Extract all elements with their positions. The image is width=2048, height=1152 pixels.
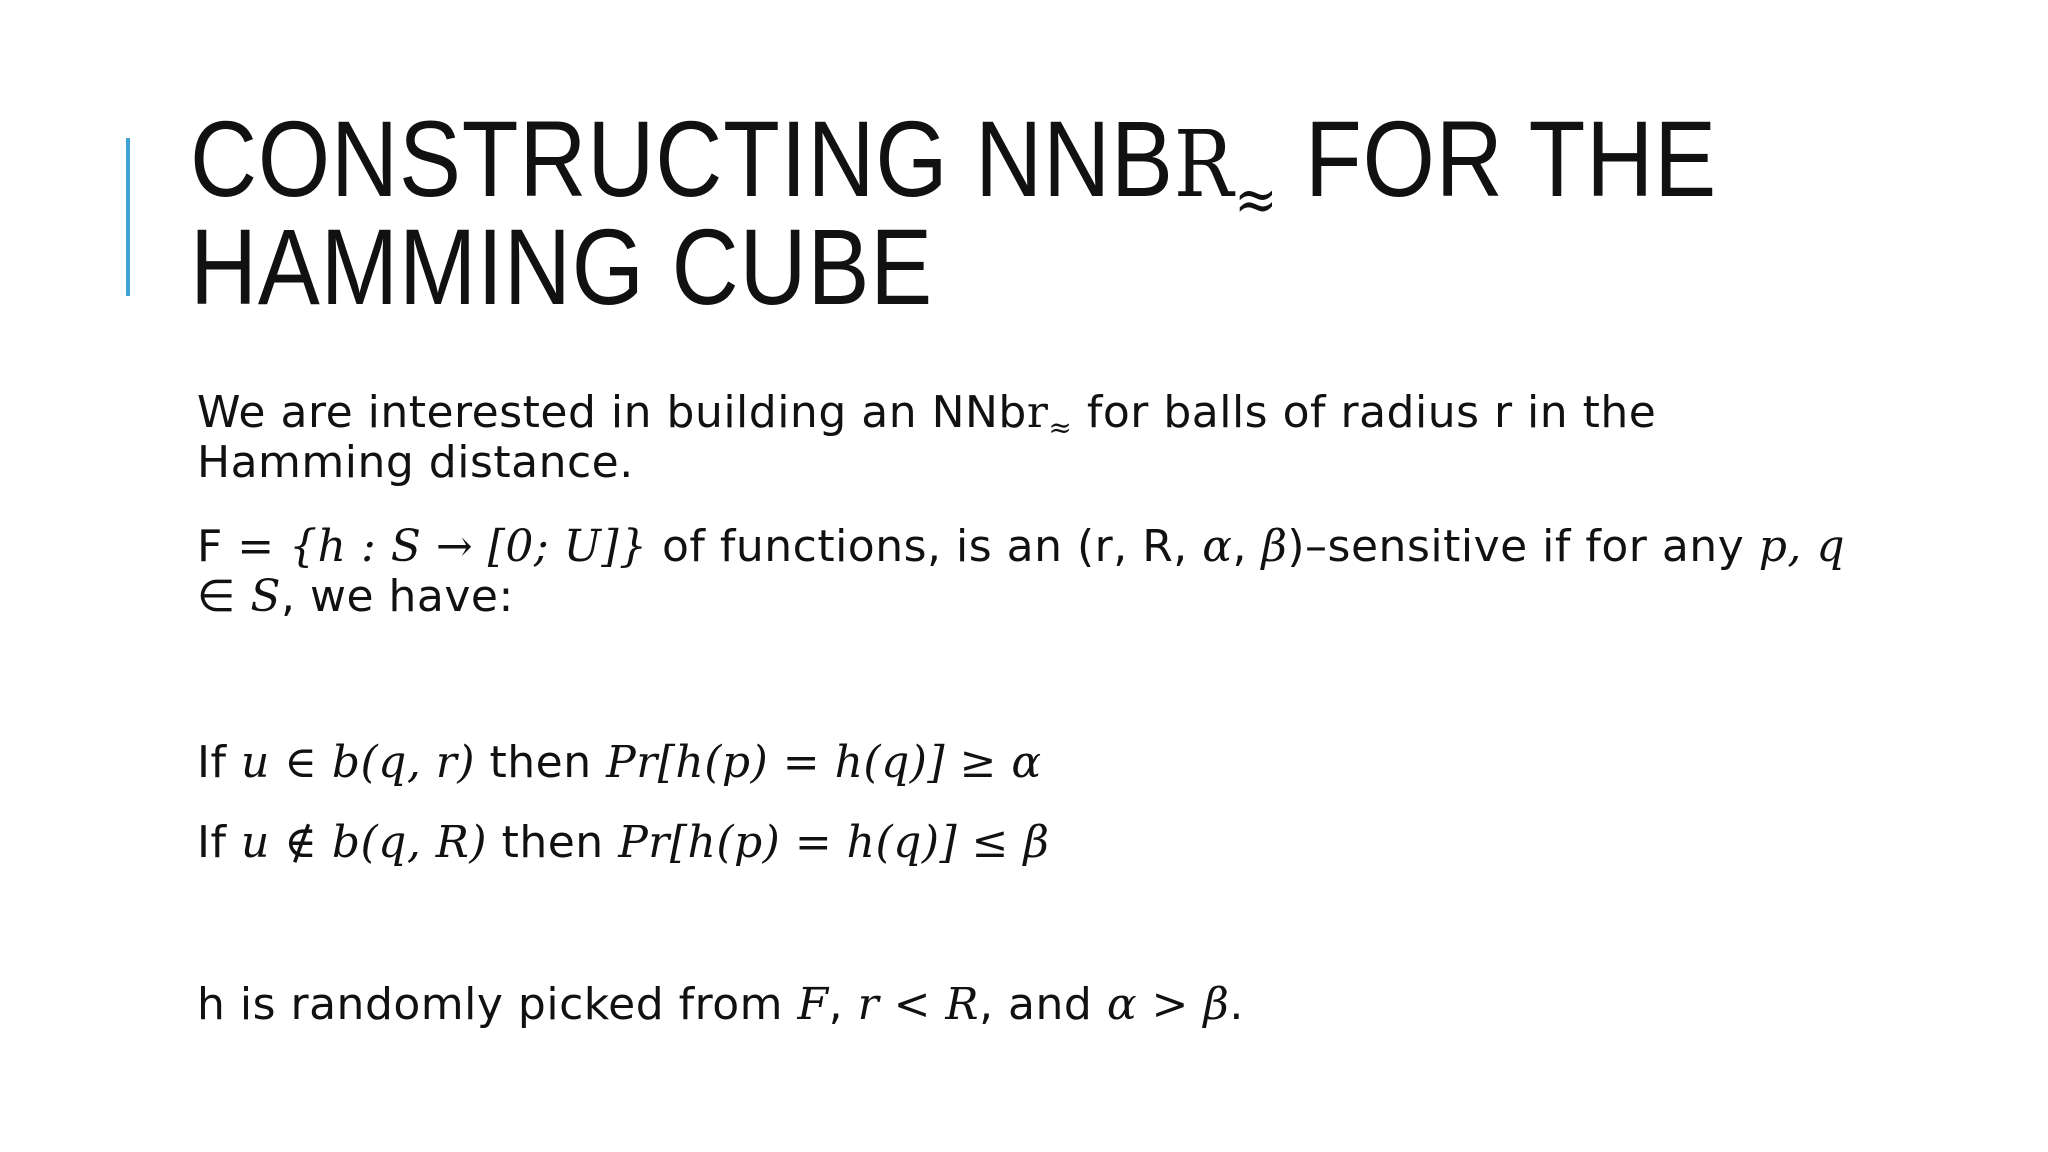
def-s: S <box>250 571 281 622</box>
title-accent-bar <box>126 138 130 296</box>
intro-line-2: Hamming distance. <box>197 437 634 488</box>
title-r: R <box>1173 111 1235 218</box>
intro-r: r <box>1026 387 1049 438</box>
cond2-math-2: Pr[h(p) = h(q)] ≤ β <box>618 817 1050 868</box>
cond2-then: then <box>487 817 619 868</box>
def-text: of functions, is an (r, R, <box>647 521 1203 572</box>
cond2-if: If <box>197 817 241 868</box>
def-function-set: = {h : S → [0; U]} <box>222 521 648 572</box>
def-comma: , <box>1232 521 1262 572</box>
concl-comma: , <box>828 979 858 1030</box>
cond2-math-1: u ∉ b(q, R) <box>240 817 488 868</box>
paragraph-intro <box>197 388 1897 488</box>
def-beta: β <box>1261 521 1288 572</box>
intro-text-post: for balls of radius r in the <box>1072 387 1657 438</box>
def-f: F <box>197 521 223 572</box>
def-line-2-post: , we have: <box>280 571 514 622</box>
concl-and: , and <box>979 979 1107 1030</box>
title-text-post: FOR THE <box>1278 98 1718 219</box>
def-pq: p, q <box>1758 521 1846 572</box>
def-text-2: )–sensitive if for any <box>1287 521 1759 572</box>
cond1-math-2: Pr[h(p) = h(q)] ≥ α <box>606 737 1042 788</box>
title-line-2: HAMMING CUBE <box>190 206 934 327</box>
def-in: ∈ <box>197 571 251 622</box>
concl-alpha-gt-beta: α > β <box>1106 979 1230 1030</box>
cond1-then: then <box>475 737 607 788</box>
paragraph-conclusion <box>197 980 1897 1030</box>
cond1-if: If <box>197 737 241 788</box>
intro-approx-subscript: ≈ <box>1048 411 1073 444</box>
def-alpha: α <box>1202 521 1233 572</box>
title-line-1 <box>190 98 1738 235</box>
concl-text: h is randomly picked from <box>197 979 798 1030</box>
concl-period: . <box>1229 979 1244 1030</box>
title-approx-subscript: ≈ <box>1234 165 1279 235</box>
concl-f: F <box>797 979 829 1030</box>
condition-2 <box>197 818 1897 868</box>
concl-r-less-R: r < R <box>857 979 980 1030</box>
title-text-pre: CONSTRUCTING NNB <box>190 98 1174 219</box>
paragraph-definition <box>197 522 1897 622</box>
slide-title <box>190 98 1738 327</box>
condition-1 <box>197 738 1897 788</box>
cond1-math-1: u ∈ b(q, r) <box>240 737 476 788</box>
intro-text-pre: We are interested in building an NNb <box>197 387 1027 438</box>
